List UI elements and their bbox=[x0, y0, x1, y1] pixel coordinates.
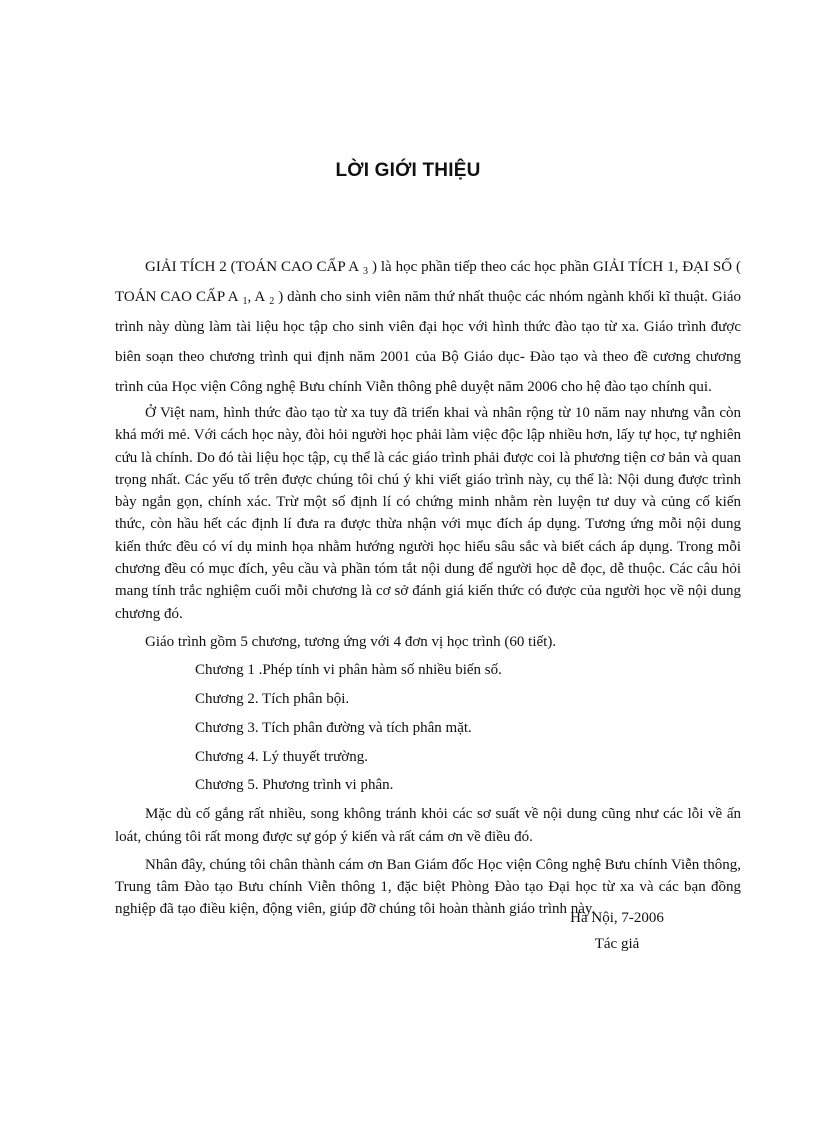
chapter-list bbox=[115, 659, 741, 796]
document-body bbox=[115, 252, 741, 927]
paragraph-intro-part-a: GIẢI TÍCH 2 (TOÁN CAO CẤP A bbox=[145, 259, 360, 275]
paragraph-apology: Mặc dù cố gắng rất nhiều, song không tránh khỏi các sơ suất về nội dung cũng như các lỗi về ấn loát, chúng tôi rất mong được sự góp ý kiến và rất cám ơn về điều đó. bbox=[115, 806, 741, 845]
subscript-2: 2 bbox=[269, 296, 275, 307]
chapter-item-5: Chương 5. Phương trình vi phân. bbox=[195, 777, 394, 794]
paragraph-distance-learning: Ở Việt nam, hình thức đào tạo từ xa tuy đã triển khai và nhân rộng từ 10 năm nay nhưng vẫn còn khá mới mẻ. Với cách học này, đòi hỏi người học phải làm việc độc lập nhiều hơn, lấy tự học, tự nghiên cứu là chính. Do đó tài liệu học tập, cụ thể là các giáo trình phải được coi là phương tiện cơ bản và quan trọng nhất. Các yếu tố trên được chúng tôi chú ý khi viết giáo trình này, cụ thể là: Nội dung được trình bày ngắn gọn, chính xác. Trừ một số định lí có chứng minh nhằm rèn luyện tư duy và củng cố kiến thức, còn hầu hết các định lí đưa ra được thừa nhận với mục đích áp dụng. Tương ứng mỗi nội dung kiến thức đều có ví dụ minh họa nhằm hướng người học hiểu sâu sắc và biết cách áp dụng. Trong mỗi chương đều có mục đích, yêu cầu và phần tóm tắt nội dung để người học dễ đọc, dễ thuộc. Các câu hỏi mang tính trắc nghiệm cuối mỗi chương là cơ sở đánh giá kiến thức có được của người học về nội dung chương đó. bbox=[115, 405, 741, 622]
paragraph-intro bbox=[115, 252, 741, 402]
paragraph-intro-part-b: ) là học phần tiếp theo các học phần GIẢI TÍCH 1, ĐẠI SỐ ( TOÁN CAO CẤP A bbox=[115, 259, 742, 305]
signature-block bbox=[560, 905, 674, 957]
page-title: LỜI GIỚI THIỆU bbox=[335, 160, 481, 181]
chapter-item-3: Chương 3. Tích phân đường và tích phân mặt. bbox=[195, 719, 472, 736]
paragraph-intro-part-d: ) dành cho sinh viên năm thứ nhất thuộc các nhóm ngành khối kĩ thuật. Giáo trình này dùng làm tài liệu học tập cho sinh viên đại học với hình thức đào tạo từ xa. Giáo trình được biên soạn theo chương trình qui định năm 2001 của Bộ Giáo dục- Đào tạo và theo đề cương chương trình của Học viện Công nghệ Bưu chính Viễn thông phê duyệt năm 2006 cho hệ đào tạo chính qui. bbox=[115, 289, 742, 395]
author-label: Tác giả bbox=[594, 936, 640, 952]
paragraph-structure: Giáo trình gồm 5 chương, tương ứng với 4 đơn vị học trình (60 tiết). bbox=[145, 633, 557, 650]
chapter-item-1: Chương 1 .Phép tính vi phân hàm số nhiều biến số. bbox=[195, 662, 502, 679]
chapter-item-4: Chương 4. Lý thuyết trường. bbox=[195, 748, 368, 765]
paragraph-thanks: Nhân đây, chúng tôi chân thành cám ơn Ban Giám đốc Học viện Công nghệ Bưu chính Viễn thông, Trung tâm Đào tạo Bưu chính Viễn thông 1, đặc biệt Phòng Đào tạo Đại học từ xa và các bạn đồng nghiệp đã tạo điều kiện, động viên, giúp đỡ chúng tôi hoàn thành giáo trình này. bbox=[115, 856, 741, 918]
paragraph-intro-part-c: , A bbox=[247, 289, 266, 305]
subscript-3: 3 bbox=[363, 266, 369, 277]
place-date: Hà Nội, 7-2006 bbox=[570, 910, 664, 926]
subscript-1: 1 bbox=[242, 296, 248, 307]
chapter-item-2: Chương 2. Tích phân bội. bbox=[195, 691, 350, 708]
